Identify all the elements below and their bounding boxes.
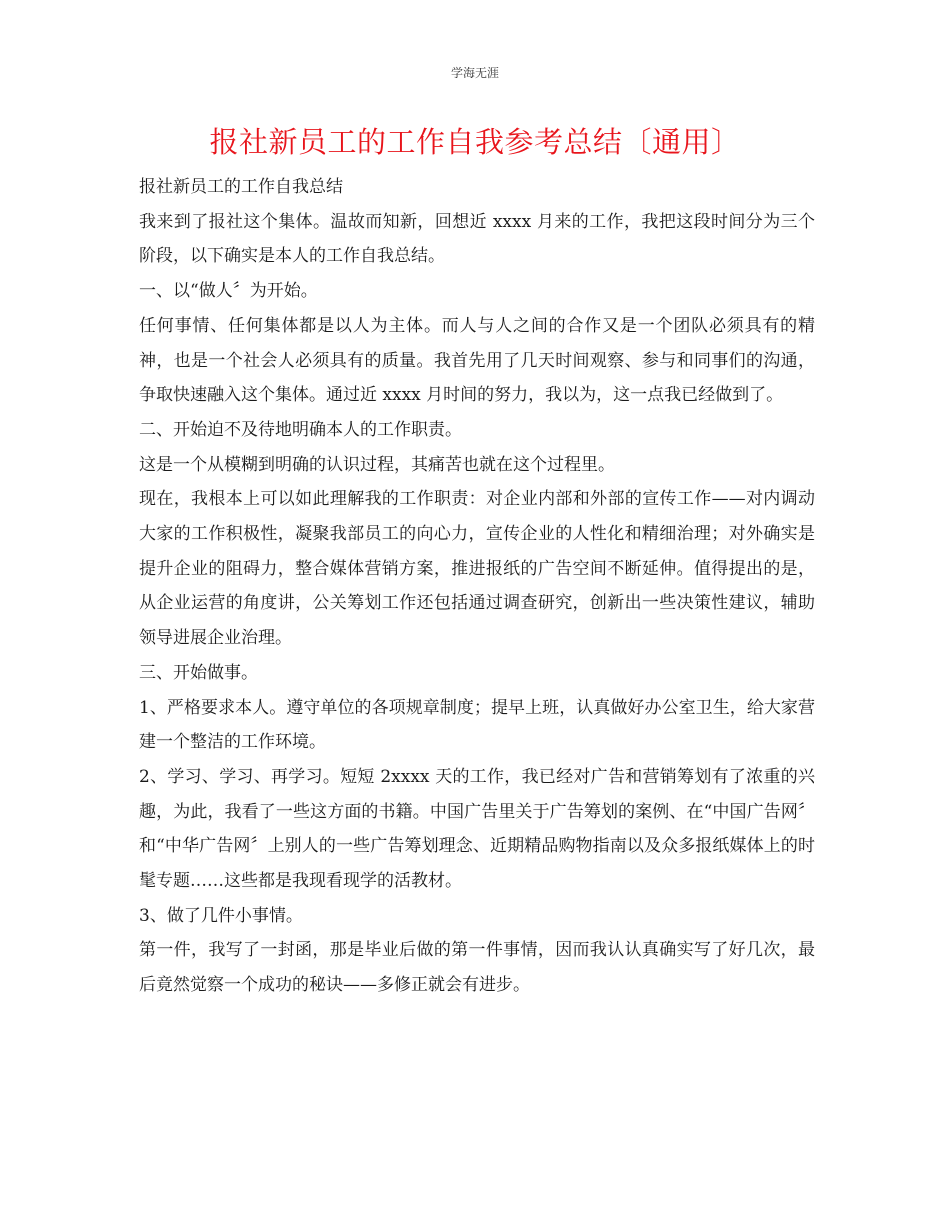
paragraph: 任何事情、任何集体都是以人为主体。而人与人之间的合作又是一个团队必须具有的精神，也是一个社会人必须具有的质量。我首先用了几天时间观察、参与和同事们的沟通，争取快速融入这个集体。通过近 xxxx 月时间的努力，我以为，这一点我已经做到了。 — [139, 315, 815, 406]
page-header: 学海无涯 — [450, 66, 499, 80]
document-body — [139, 170, 815, 1003]
paragraph: 3、做了几件小事情。 — [139, 905, 303, 926]
paragraph: 这是一个从模糊到明确的认识过程，其痛苦也就在这个过程里。 — [139, 454, 615, 475]
paragraph: 报社新员工的工作自我总结 — [139, 177, 343, 197]
paragraph: 三、开始做事。 — [139, 662, 258, 683]
document-title: 报社新员工的工作自我参考总结〔通用〕 — [209, 125, 741, 159]
paragraph: 1、严格要求本人。遵守单位的各项规章制度；提早上班，认真做好办公室卫生，给大家营建一个整洁的工作环境。 — [139, 697, 815, 753]
paragraph: 第一件，我写了一封函，那是毕业后做的第一件事情，因而我认认真确实写了好几次，最后竟然觉察一个成功的秘诀——多修正就会有进步。 — [139, 940, 815, 996]
paragraph: 2、学习、学习、再学习。短短 2xxxx 天的工作，我已经对广告和营销筹划有了浓重的兴趣，为此，我看了一些这方面的书籍。中国广告里关于广告筹划的案例、在“中国广告网〞和“中华广告网〞上别人的一些广告筹划理念、近期精品购物指南以及众多报纸媒体上的时髦专题……这些都是我现看现学的活教材。 — [139, 766, 815, 892]
paragraph: 现在，我根本上可以如此理解我的工作职责：对企业内部和外部的宣传工作——对内调动大家的工作积极性，凝聚我部员工的向心力，宣传企业的人性化和精细治理；对外确实是提升企业的阻碍力，整合媒体营销方案，推进报纸的广告空间不断延伸。值得提出的是，从企业运营的角度讲，公关筹划工作还包括通过调查研究，创新出一些决策性建议，辅助领导进展企业治理。 — [139, 489, 815, 649]
paragraph: 二、开始迫不及待地明确本人的工作职责。 — [139, 419, 462, 440]
paragraph: 一、以“做人〞为开始。 — [139, 281, 318, 302]
paragraph: 我来到了报社这个集体。温故而知新，回想近 xxxx 月来的工作，我把这段时间分为三个阶段，以下确实是本人的工作自我总结。 — [139, 211, 815, 267]
